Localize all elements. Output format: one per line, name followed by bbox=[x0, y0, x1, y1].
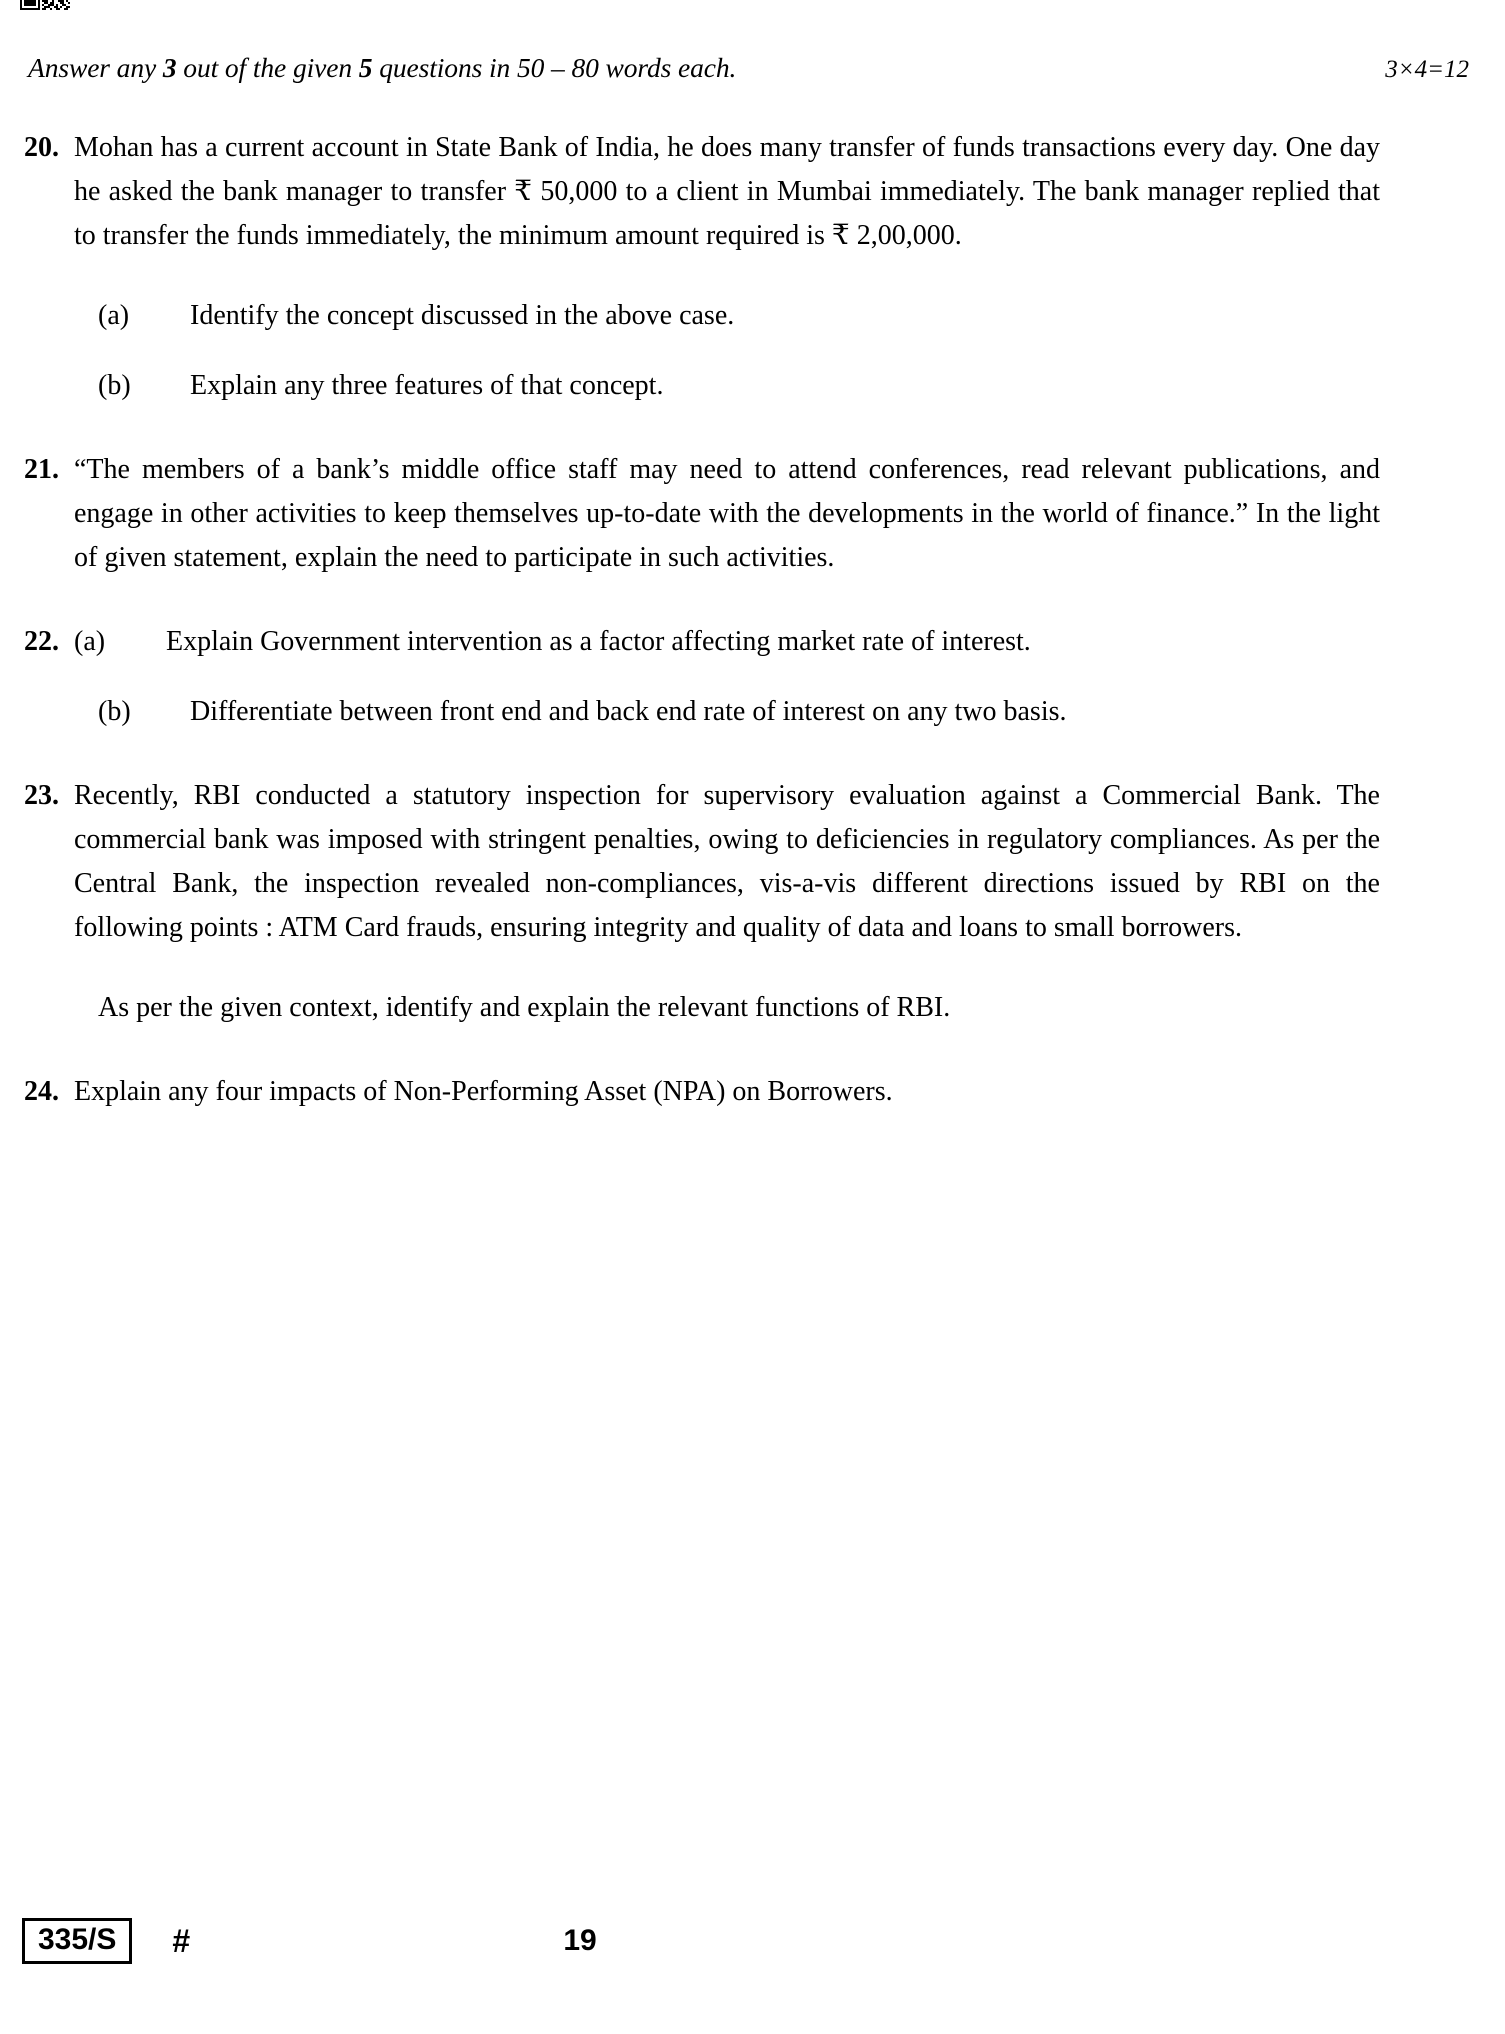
question-20-number: 20. bbox=[24, 132, 59, 163]
qr-code-icon bbox=[18, 0, 92, 34]
section-instruction-row bbox=[28, 52, 1477, 84]
question-21 bbox=[0, 448, 1505, 580]
instruction-suffix: questions in 50 – 80 words each. bbox=[372, 52, 737, 83]
question-24 bbox=[0, 1070, 1505, 1114]
question-20-subitem-a-label: (a) bbox=[98, 300, 130, 331]
spacer bbox=[0, 580, 1505, 620]
instruction-count-given: 5 bbox=[358, 52, 373, 83]
page-footer bbox=[0, 1906, 1505, 1976]
spacer bbox=[0, 338, 1505, 364]
question-23-number: 23. bbox=[24, 780, 59, 811]
question-21-main-row bbox=[0, 448, 1505, 580]
question-20-subitem-b bbox=[0, 364, 1505, 408]
question-20-subitem-b-label: (b) bbox=[98, 370, 131, 401]
question-22-subitem-a-text: Explain Government intervention as a factor affecting market rate of interest. bbox=[166, 626, 1031, 657]
question-22-subitem-a bbox=[0, 620, 1505, 664]
question-20 bbox=[0, 126, 1505, 408]
question-20-subitem-a-text: Identify the concept discussed in the above case. bbox=[190, 300, 735, 331]
question-20-main-row bbox=[0, 126, 1505, 258]
question-21-number: 21. bbox=[24, 454, 59, 485]
questions-list bbox=[0, 126, 1505, 1114]
question-20-subitem-b-text: Explain any three features of that concept. bbox=[190, 370, 664, 401]
spacer bbox=[0, 664, 1505, 690]
instruction-count-questions: 3 bbox=[162, 52, 177, 83]
question-22-subitem-b bbox=[0, 690, 1505, 734]
question-20-text: Mohan has a current account in State Bank of India, he does many transfer of funds transactions every day. One day he asked the bank manager to transfer ₹ 50,000 to a client in Mumbai immediately. The bank manager replied that to transfer the funds immediately, the minimum amount required is ₹ 2,00,000. bbox=[74, 132, 1380, 251]
spacer bbox=[0, 258, 1505, 294]
question-22 bbox=[0, 620, 1505, 734]
question-20-subitem-a bbox=[0, 294, 1505, 338]
question-22-subitem-a-label: (a) bbox=[74, 626, 106, 657]
spacer bbox=[0, 408, 1505, 448]
question-23-main-row bbox=[0, 774, 1505, 950]
question-23 bbox=[0, 774, 1505, 1030]
question-24-text: Explain any four impacts of Non-Performing Asset (NPA) on Borrowers. bbox=[74, 1076, 893, 1107]
question-23-followup-text: As per the given context, identify and explain the relevant functions of RBI. bbox=[98, 992, 951, 1023]
instruction-prefix: Answer any bbox=[28, 52, 163, 83]
question-22-number: 22. bbox=[24, 626, 59, 657]
paper-code-badge: 335/S bbox=[22, 1918, 132, 1964]
hash-symbol: # bbox=[172, 1922, 191, 1959]
instruction-middle: out of the given bbox=[176, 52, 359, 83]
question-23-text: Recently, RBI conducted a statutory inspection for supervisory evaluation against a Commercial Bank. The commercial bank was imposed with stringent penalties, owing to deficiencies in regulatory compliances. As per the Central Bank, the inspection revealed non-compliances, vis-a-vis different directions issued by RBI on the following points : ATM Card frauds, ensuring integrity and quality of data and loans to small borrowers. bbox=[74, 780, 1380, 943]
section-marks: 3×4=12 bbox=[1385, 56, 1469, 83]
spacer bbox=[0, 1030, 1505, 1070]
question-22-subitem-b-label: (b) bbox=[98, 696, 131, 727]
page-number: 19 bbox=[563, 1924, 597, 1957]
question-23-followup-row bbox=[0, 986, 1505, 1030]
spacer bbox=[0, 734, 1505, 774]
question-24-number: 24. bbox=[24, 1076, 59, 1107]
section-instruction-text bbox=[28, 52, 736, 84]
question-21-text: “The members of a bank’s middle office staff may need to attend conferences, read relevant publications, and engage in other activities to keep themselves up-to-date with the developments in the world of finance.” In the light of given statement, explain the need to participate in such activities. bbox=[74, 454, 1380, 573]
indent-spacer bbox=[0, 986, 98, 1030]
question-24-main-row bbox=[0, 1070, 1505, 1114]
question-22-subitem-b-text: Differentiate between front end and back end rate of interest on any two basis. bbox=[190, 696, 1067, 727]
spacer bbox=[0, 950, 1505, 986]
